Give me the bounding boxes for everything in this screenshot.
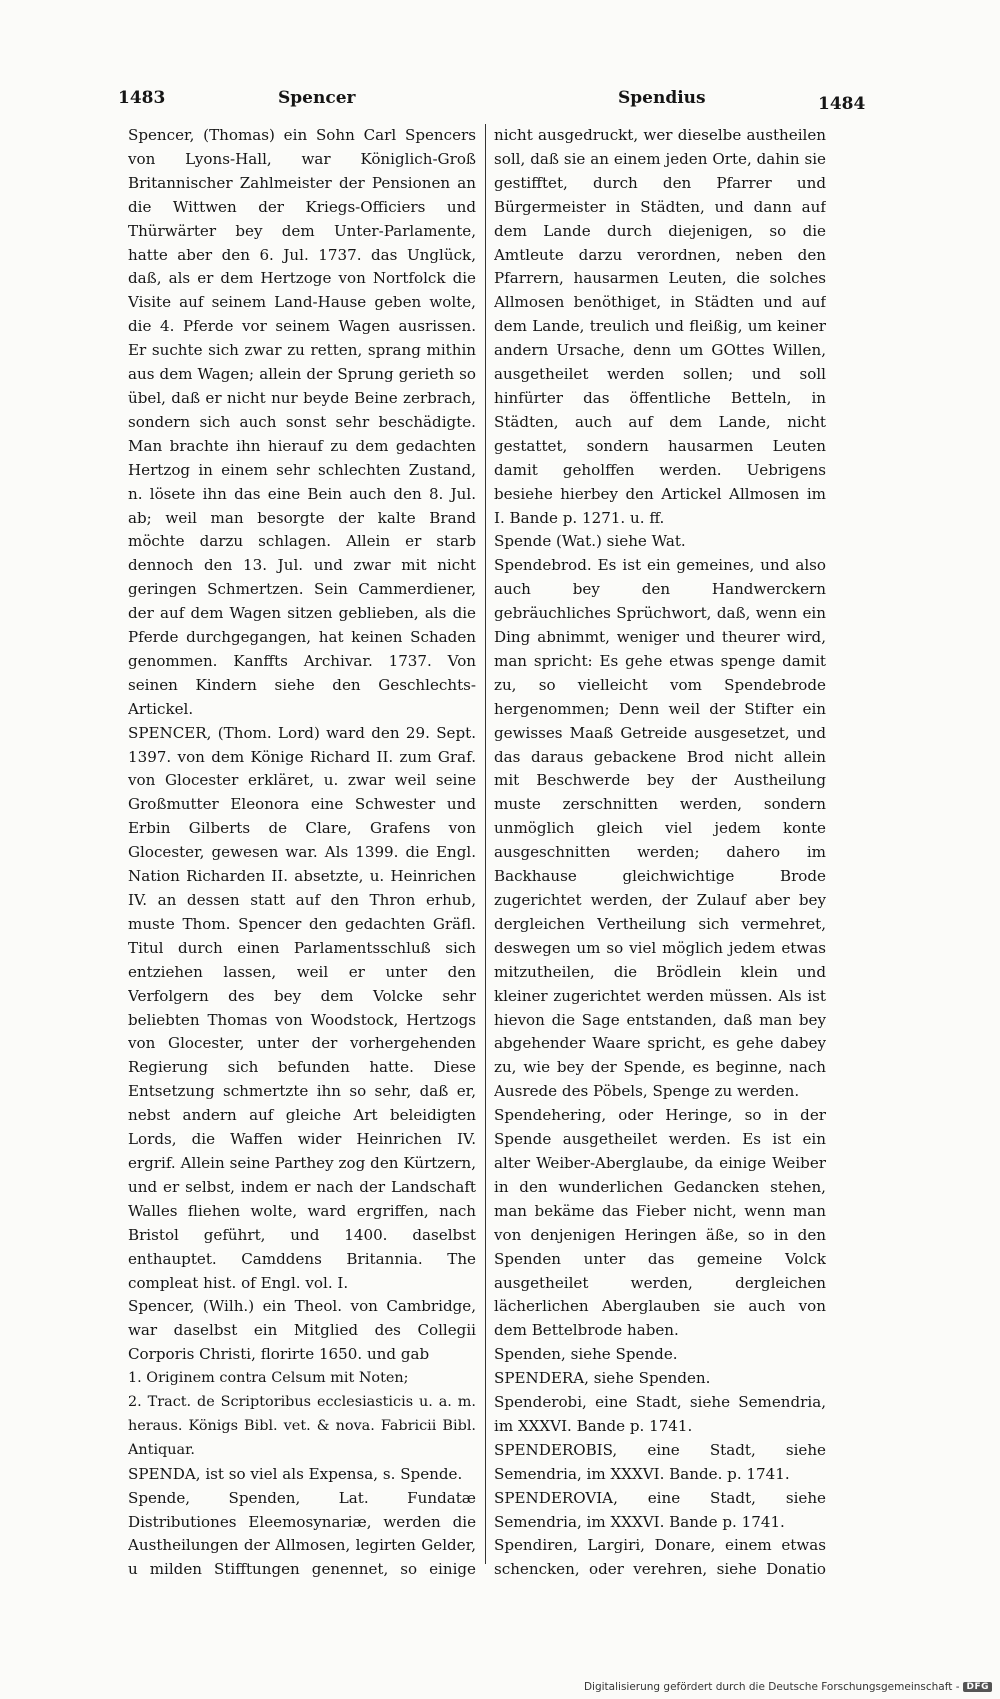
entry-spenderobi: Spenderobi, eine Stadt, siehe Semendria, im XXXVI. Bande p. 1741. [494, 1393, 826, 1435]
entry-spende-wat: Spende (Wat.) siehe Wat. [494, 532, 686, 551]
entry-spendera: SPENDERA, siehe Spenden. [494, 1369, 711, 1388]
running-head [118, 88, 866, 118]
entry-spendehering: Spendehering, oder Heringe, so in der Spende ausgetheilet werden. Es ist ein alter Weiber-Aberglaube, da einige Weiber in den wunderlichen Gedancken stehen, man bekäme das Fieber nicht, wenn man von denjenigen Heringen äße, so in den Spenden unter das gemeine Volck ausgetheilet werden, dergleichen lächerlichen Aberglauben sie auch von dem Bettelbrode haben. [494, 1106, 826, 1340]
entry-spenderovia: SPENDEROVIA, eine Stadt, siehe Semendria, im XXXVI. Bande p. 1741. [494, 1488, 826, 1531]
entry-spencer-thom-lord: SPENCER, (Thom. Lord) ward den 29. Sept. 1397. von dem Könige Richard II. zum Graf. von Glocester erkläret, u. zwar weil seine Großmutter Eleonora eine Schwester und Erbin Gilberts de Clare, Grafens von Glocester, gewesen war. Als 1399. die Engl. Nation Richarden II. absetzte, u. Heinrichen IV. an dessen statt auf den Thron erhub, muste Thom. Spencer den gedachten Gräfl. Titul durch einen Parlamentsschluß sich entziehen lassen, weil er unter den Verfolgern des bey dem Volcke sehr beliebten Thomas von Woodstock, Hertzogs von Glocester, unter der vorhergehenden Regierung sich befunden hatte. Diese Entsetzung schmertzte ihn so sehr, daß er, nebst andern auf gleiche Art beleidigten Lords, die Waffen wider Heinrichen IV. ergrif. Allein seine Parthey zog den Kürtzern, und er selbst, indem er nach der Landschaft Walles fliehen wolte, ward ergriffen, nach Bristol geführt, und 1400. daselbst enthauptet. Camddens Britannia. The compleat hist. of Engl. vol. I. [128, 723, 476, 1292]
entry-spenda: SPENDA, ist so viel als Expensa, s. Spende. [128, 1464, 463, 1483]
page-number-left: 1483 [118, 88, 166, 108]
entry-spenderobis: SPENDEROBIS, eine Stadt, siehe Semendria, im XXXVI. Bande. p. 1741. [494, 1440, 826, 1483]
entry-spende-continued: nicht ausgedruckt, wer dieselbe austheilen soll, daß sie an einem jeden Orte, dahin sie gestifftet, durch den Pfarrer und Bürgermeister in Städten, und dann auf dem Lande durch diejenigen, so die Amtleute darzu verordnen, neben den Pfarrern, hausarmen Leuten, die solches Allmosen benöthiget, in Städten und auf dem Lande, treulich und fleißig, um keiner andern Ursache, denn um GOttes Willen, ausgetheilet werden sollen; und soll hinfürter das öffentliche Betteln, in Städten, auch auf dem Lande, nicht gestattet, sondern hausarmen Leuten damit geholffen werden. Uebrigens besiehe hierbey den Artickel Allmosen im I. Bande p. 1271. u. ff. [494, 126, 826, 527]
page-number-right: 1484 [818, 94, 866, 114]
credit-text: Digitalisierung gefördert durch die Deutsche Forschungsgemeinschaft - [583, 1681, 960, 1693]
entry-spencer-thomas: Spencer, (Thomas) ein Sohn Carl Spencers von Lyons-Hall, war Königlich-Groß Britannischer Zahlmeister der Pensionen an die Wittwen der Kriegs-Officiers und Thürwärter bey dem Unter-Parlamente, hatte aber den 6. Jul. 1737. das Unglück, daß, als er dem Hertzoge von Nortfolck die Visite auf seinem Land-Hause geben wolte, die 4. Pferde vor seinem Wagen ausrissen. Er suchte sich zwar zu retten, sprang mithin aus dem Wagen; allein der Sprung gerieth so übel, daß er nicht nur beyde Beine zerbrach, sondern sich auch sonst sehr beschädigte. Man brachte ihn hierauf zu dem gedachten Hertzog in einem sehr schlechten Zustand, n. lösete ihn das eine Bein auch den 8. Jul. ab; weil man besorgte der kalte Brand möchte darzu schlagen. Allein er starb dennoch den 13. Jul. und zwar mit nicht geringen Schmertzen. Sein Cammerdiener, der auf dem Wagen sitzen geblieben, als die Pferde durchgegangen, hat keinen Schaden genommen. Kanffts Archivar. 1737. Von seinen Kindern siehe den Geschlechts-Artickel. [128, 126, 476, 718]
dfg-logo-icon: DFG [963, 1682, 992, 1692]
right-column [494, 124, 826, 1584]
entry-spenden: Spenden, siehe Spende. [494, 1345, 678, 1364]
column-divider [485, 124, 486, 1564]
entry-spende: Spende, Spenden, Lat. Fundatæ Distributiones Eleemosynariæ, werden die Austheilungen der Allmosen, legirten Gelder, u milden Stifftungen genennet, so einige [128, 1488, 476, 1579]
running-title-right: Spendius [618, 88, 706, 108]
digitization-credit [584, 1681, 992, 1693]
running-title-left: Spencer [278, 88, 356, 108]
work-list-item: 2. Tract. de Scriptoribus ecclesiasticis u. a. m. heraus. Königs Bibl. vet. & nova. Fabricii Bibl. Antiquar. [128, 1394, 476, 1458]
entry-spendiren: Spendiren, Largiri, Donare, einem etwas schencken, oder verehren, siehe Donatio [494, 1536, 826, 1579]
entry-spencer-wilh: Spencer, (Wilh.) ein Theol. von Cambridge, war daselbst ein Mitglied des Collegii Corporis Christi, florirte 1650. und gab [128, 1297, 476, 1364]
work-list-item: 1. Originem contra Celsum mit Noten; [128, 1370, 409, 1387]
left-column [128, 124, 476, 1584]
entry-spendebrod: Spendebrod. Es ist ein gemeines, und also auch bey den Handwerckern gebräuchliches Sprüchwort, daß, wenn ein Ding abnimmt, weniger und theurer wird, man spricht: Es gehe etwas spenge damit zu, so vielleicht vom Spendebrode hergenommen; Denn weil der Stifter ein gewisses Maaß Getreide ausgesetzet, und das daraus gebackene Brod nicht allein mit Beschwerde bey der Austheilung muste zerschnitten werden, sondern unmöglich gleich viel jedem konte ausgeschnitten werden; dahero im Backhause gleichwichtige Brode zugerichtet werden, der Zulauf aber bey dergleichen Vertheilung sich vermehret, deswegen um so viel möglich jedem etwas mitzutheilen, die Brödlein klein und kleiner zugerichtet werden müssen. Als ist hievon die Sage entstanden, daß man bey abgehender Waare spricht, es gehe dabey zu, wie bey der Spende, es beginne, nach Ausrede des Pöbels, Spenge zu werden. [494, 556, 826, 1101]
